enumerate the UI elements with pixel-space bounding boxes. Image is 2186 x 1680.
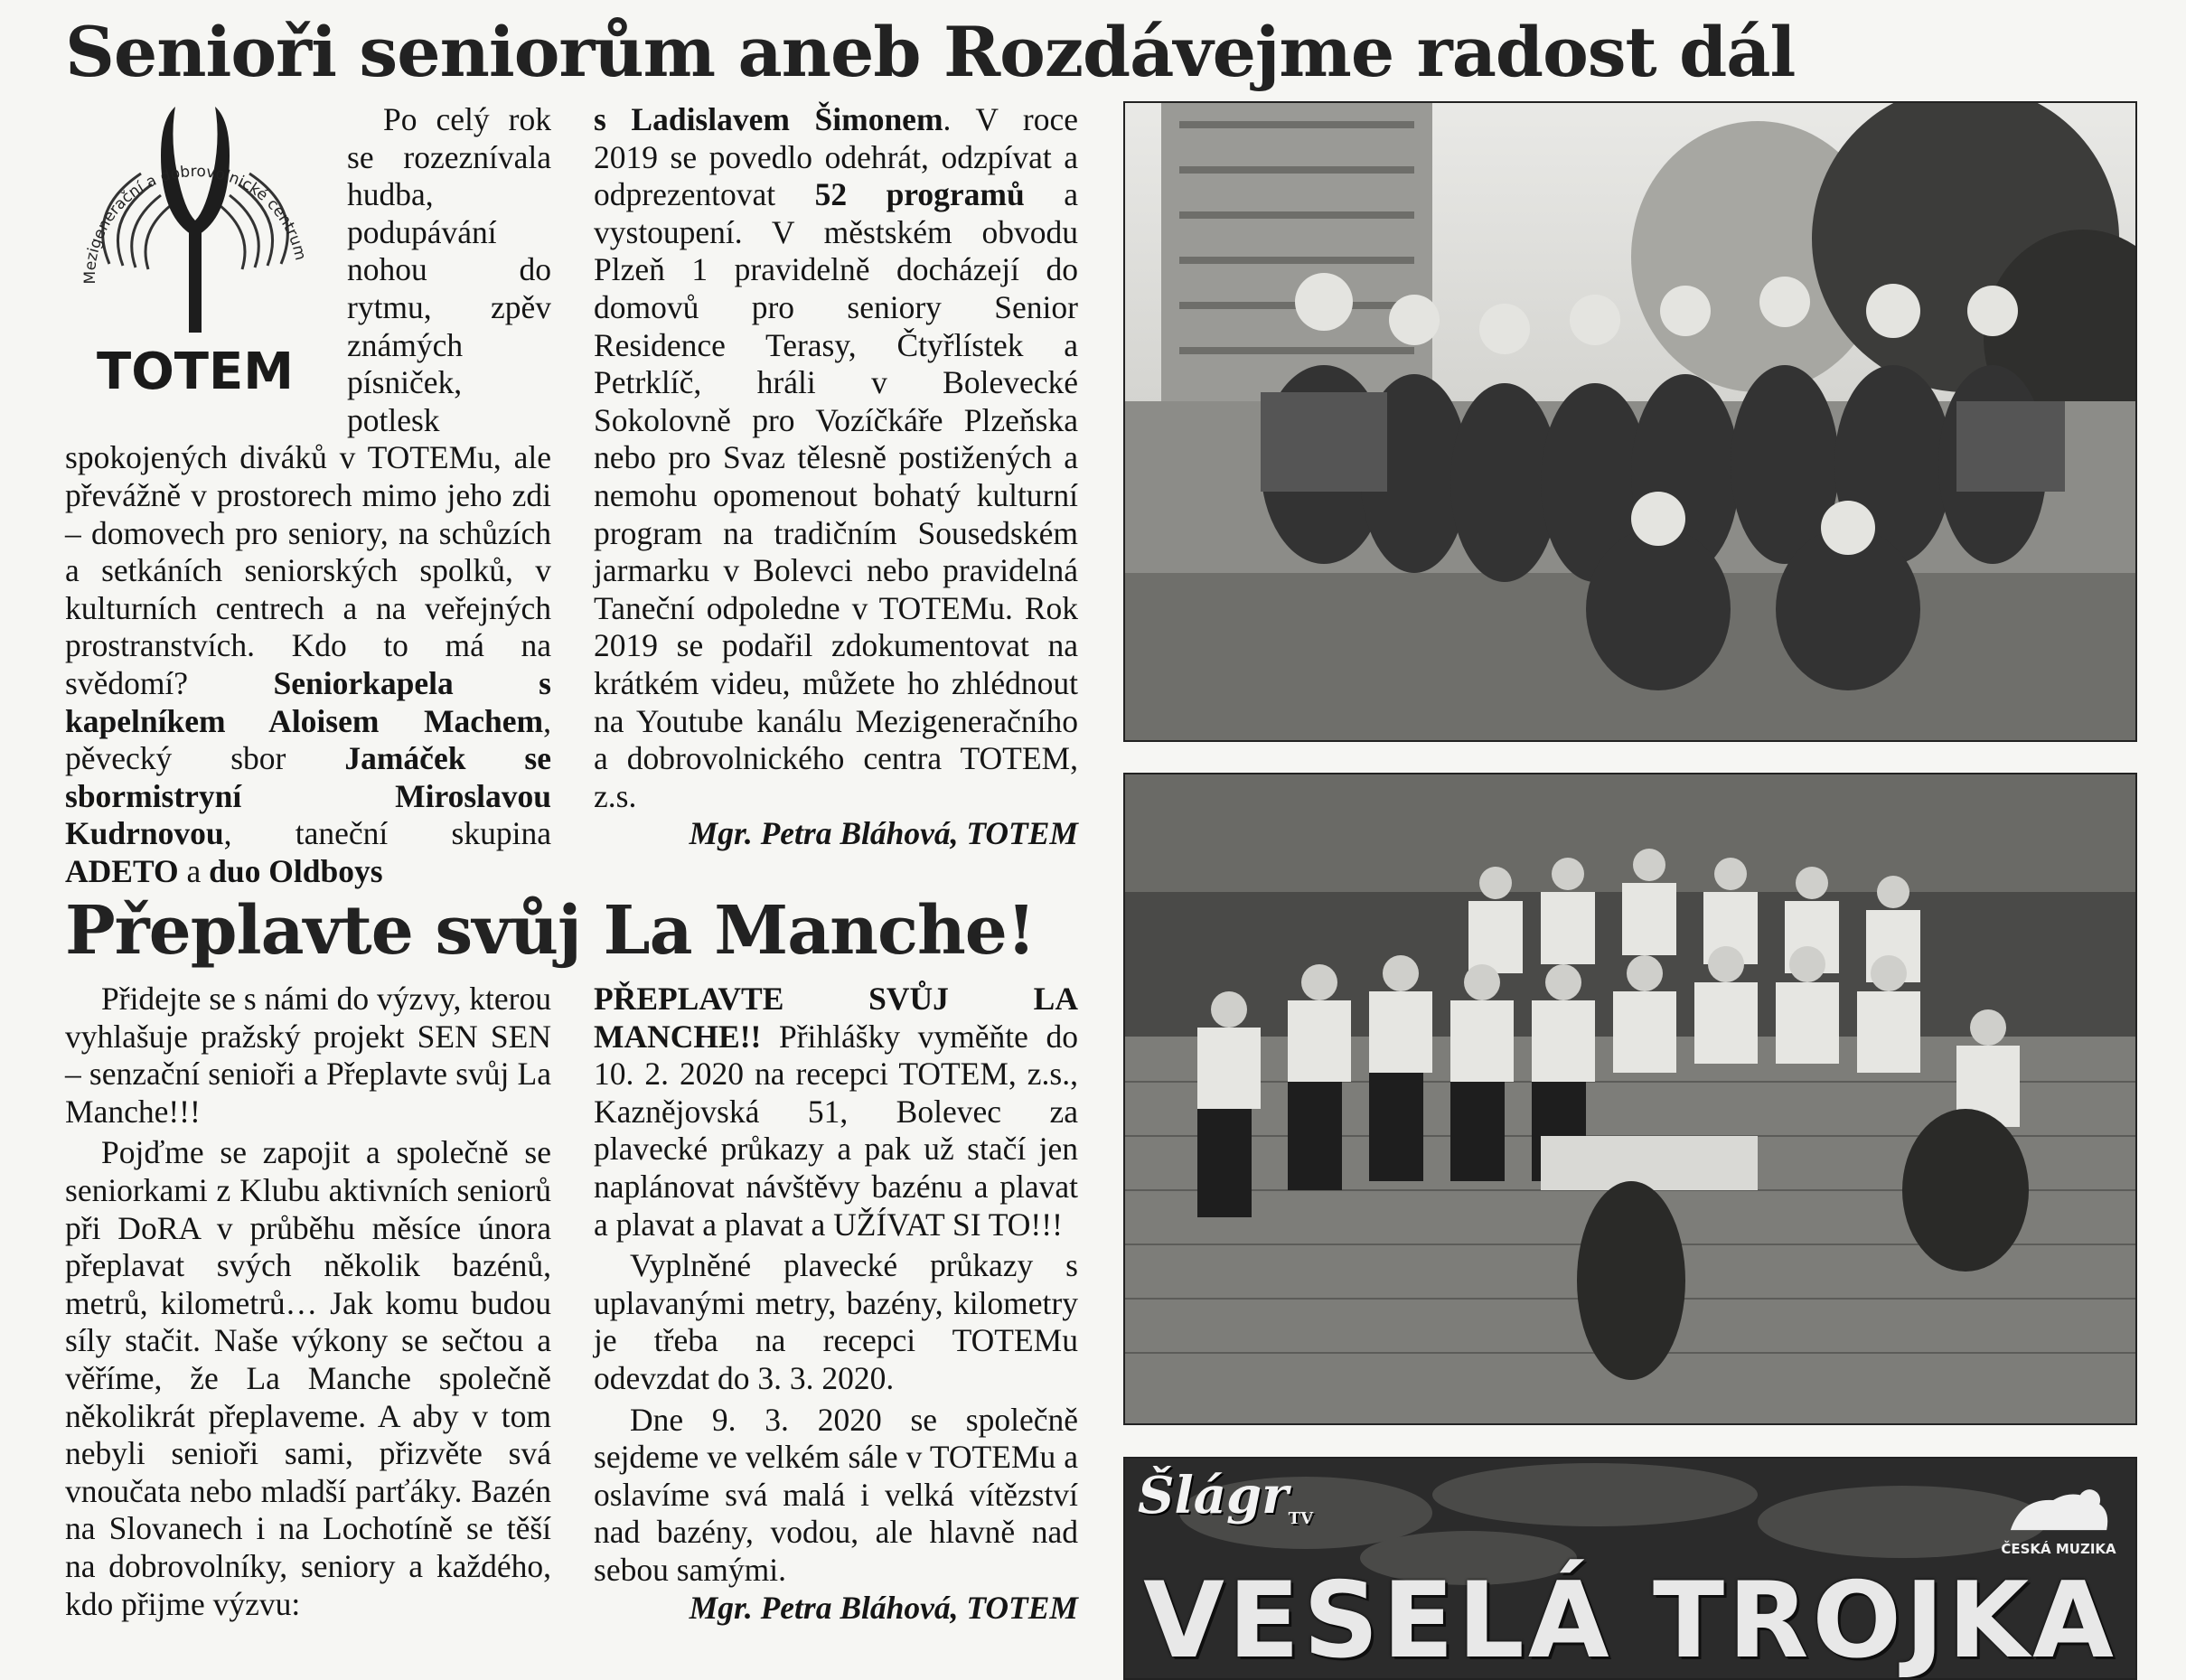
vesela-trojka-ad	[1123, 1457, 2137, 1680]
totem-logo-graphic	[60, 101, 331, 405]
article-1-column-2: s Ladislavem Šimonem. V roce 2019 se povedlo odehrát, odzpívat a odprezentovat 52 programů a vystoupení. V městském obvodu Plzeň 1 pravidelně docházejí do domovů pro seniory Senior Residence Terasy, Čtyřlístek a Petrklíč, hráli v Bolevecké Sokolovně pro Vozíčkáře Plzeňska nebo pro Svaz tělesně postižených a nemohu opomenout bohatý kulturní program na tradičním Sousedském jarmarku v Bolevci nebo pravidelná Taneční odpoledne v TOTEMu. Rok 2019 se podařil zdokumentovat na krátkém videu, můžete ho zhlédnout na Youtube kanálu Mezigeneračního a dobrovolnického centra TOTEM, z.s. Mgr. Petra Bláhová, TOTEM	[594, 101, 1078, 852]
ad-title: VESELÁ TROJKA	[1143, 1560, 2117, 1680]
slagr-tv-logo: Šlágr$_{TV}$	[1138, 1466, 1314, 1529]
totem-logo	[60, 101, 331, 405]
totem-logo-ring-text: Mezigenerační a dobrovolnické centrum	[80, 162, 310, 285]
article-2-signature: Mgr. Petra Bláhová, TOTEM	[689, 1589, 1078, 1626]
article-1-title: Senioři seniorům aneb Rozdávejme radost dál	[65, 12, 1796, 92]
article-2-title: Přeplavte svůj La Manche!	[65, 892, 1036, 970]
article-2-column-2: PŘEPLAVTE SVŮJ LA MANCHE!! Přihlášky vyměňte do 10. 2. 2020 na recepci TOTEM, z.s., Kaznějovská 51, Bolevec za plavecké průkazy a pak už stačí jen naplánovat návštěvy bazénu a plavat a plavat a plavat a UŽÍVAT SI TO!!! Vyplněné plavecké průkazy s uplavanými metry, bazény, kilometry je třeba na recepci TOTEMu odevzdat do 3. 3. 2020. Dne 9. 3. 2020 se společně sejdeme ve velkém sále v TOTEMu a oslavíme svá malá i velká vítězství nad bazény, vodou, ale hlavně nad sebou samými. Mgr. Petra Bláhová, TOTEM	[594, 981, 1078, 1626]
choir-photo	[1123, 773, 2137, 1425]
band-photo	[1123, 101, 2137, 742]
article-1-signature: Mgr. Petra Bláhová, TOTEM	[689, 815, 1078, 852]
article-2-column-1: Přidejte se s námi do výzvy, kterou vyhlašuje pražský projekt SEN SEN – senzační senioři a Přeplavte svůj La Manche!!! Pojďme se zapojit a společně se seniorkami z Klubu aktivních seniorů při DoRA v průběhu měsíce února přeplavat svých několik bazénů, metrů, kilometrů… Jak komu budou síly stačit. Naše výkony se sečtou a věříme, že La Manche společně několikrát přeplaveme. A aby v tom nebyli senioři sami, přizvěte svá vnoučata nebo mladší parťáky. Bazén na Slovanech i na Lochotíně se těší na dobrovolníky, seniory a každého, kdo přijme výzvu:	[65, 981, 551, 1622]
article-1-column-1: Mezigenerační a dobrovolnické centrum TOTEM Po celý rok se rozeznívala hudba, podupávání nohou do rytmu, zpěv známých písniček, potlesk spokojených diváků v TOTEMu, ale převážně v prostorech mimo jeho zdi – domovech pro seniory, na schůzích a setkáních seniorských spolků, v kulturních centrech a na veřejných prostranstvích. Kdo to má na svědomí? Seniorkapela s kapelníkem Aloisem Machem, pěvecký sbor Jamáček se sbormistryní Miroslavou Kudrnovou, taneční skupina ADETO a duo Oldboys	[65, 101, 551, 890]
totem-logo-text: TOTEM	[97, 343, 294, 401]
lion-icon	[2000, 1477, 2117, 1541]
ceska-muzika-logo: ČESKÁ MUZIKA	[2000, 1477, 2117, 1557]
